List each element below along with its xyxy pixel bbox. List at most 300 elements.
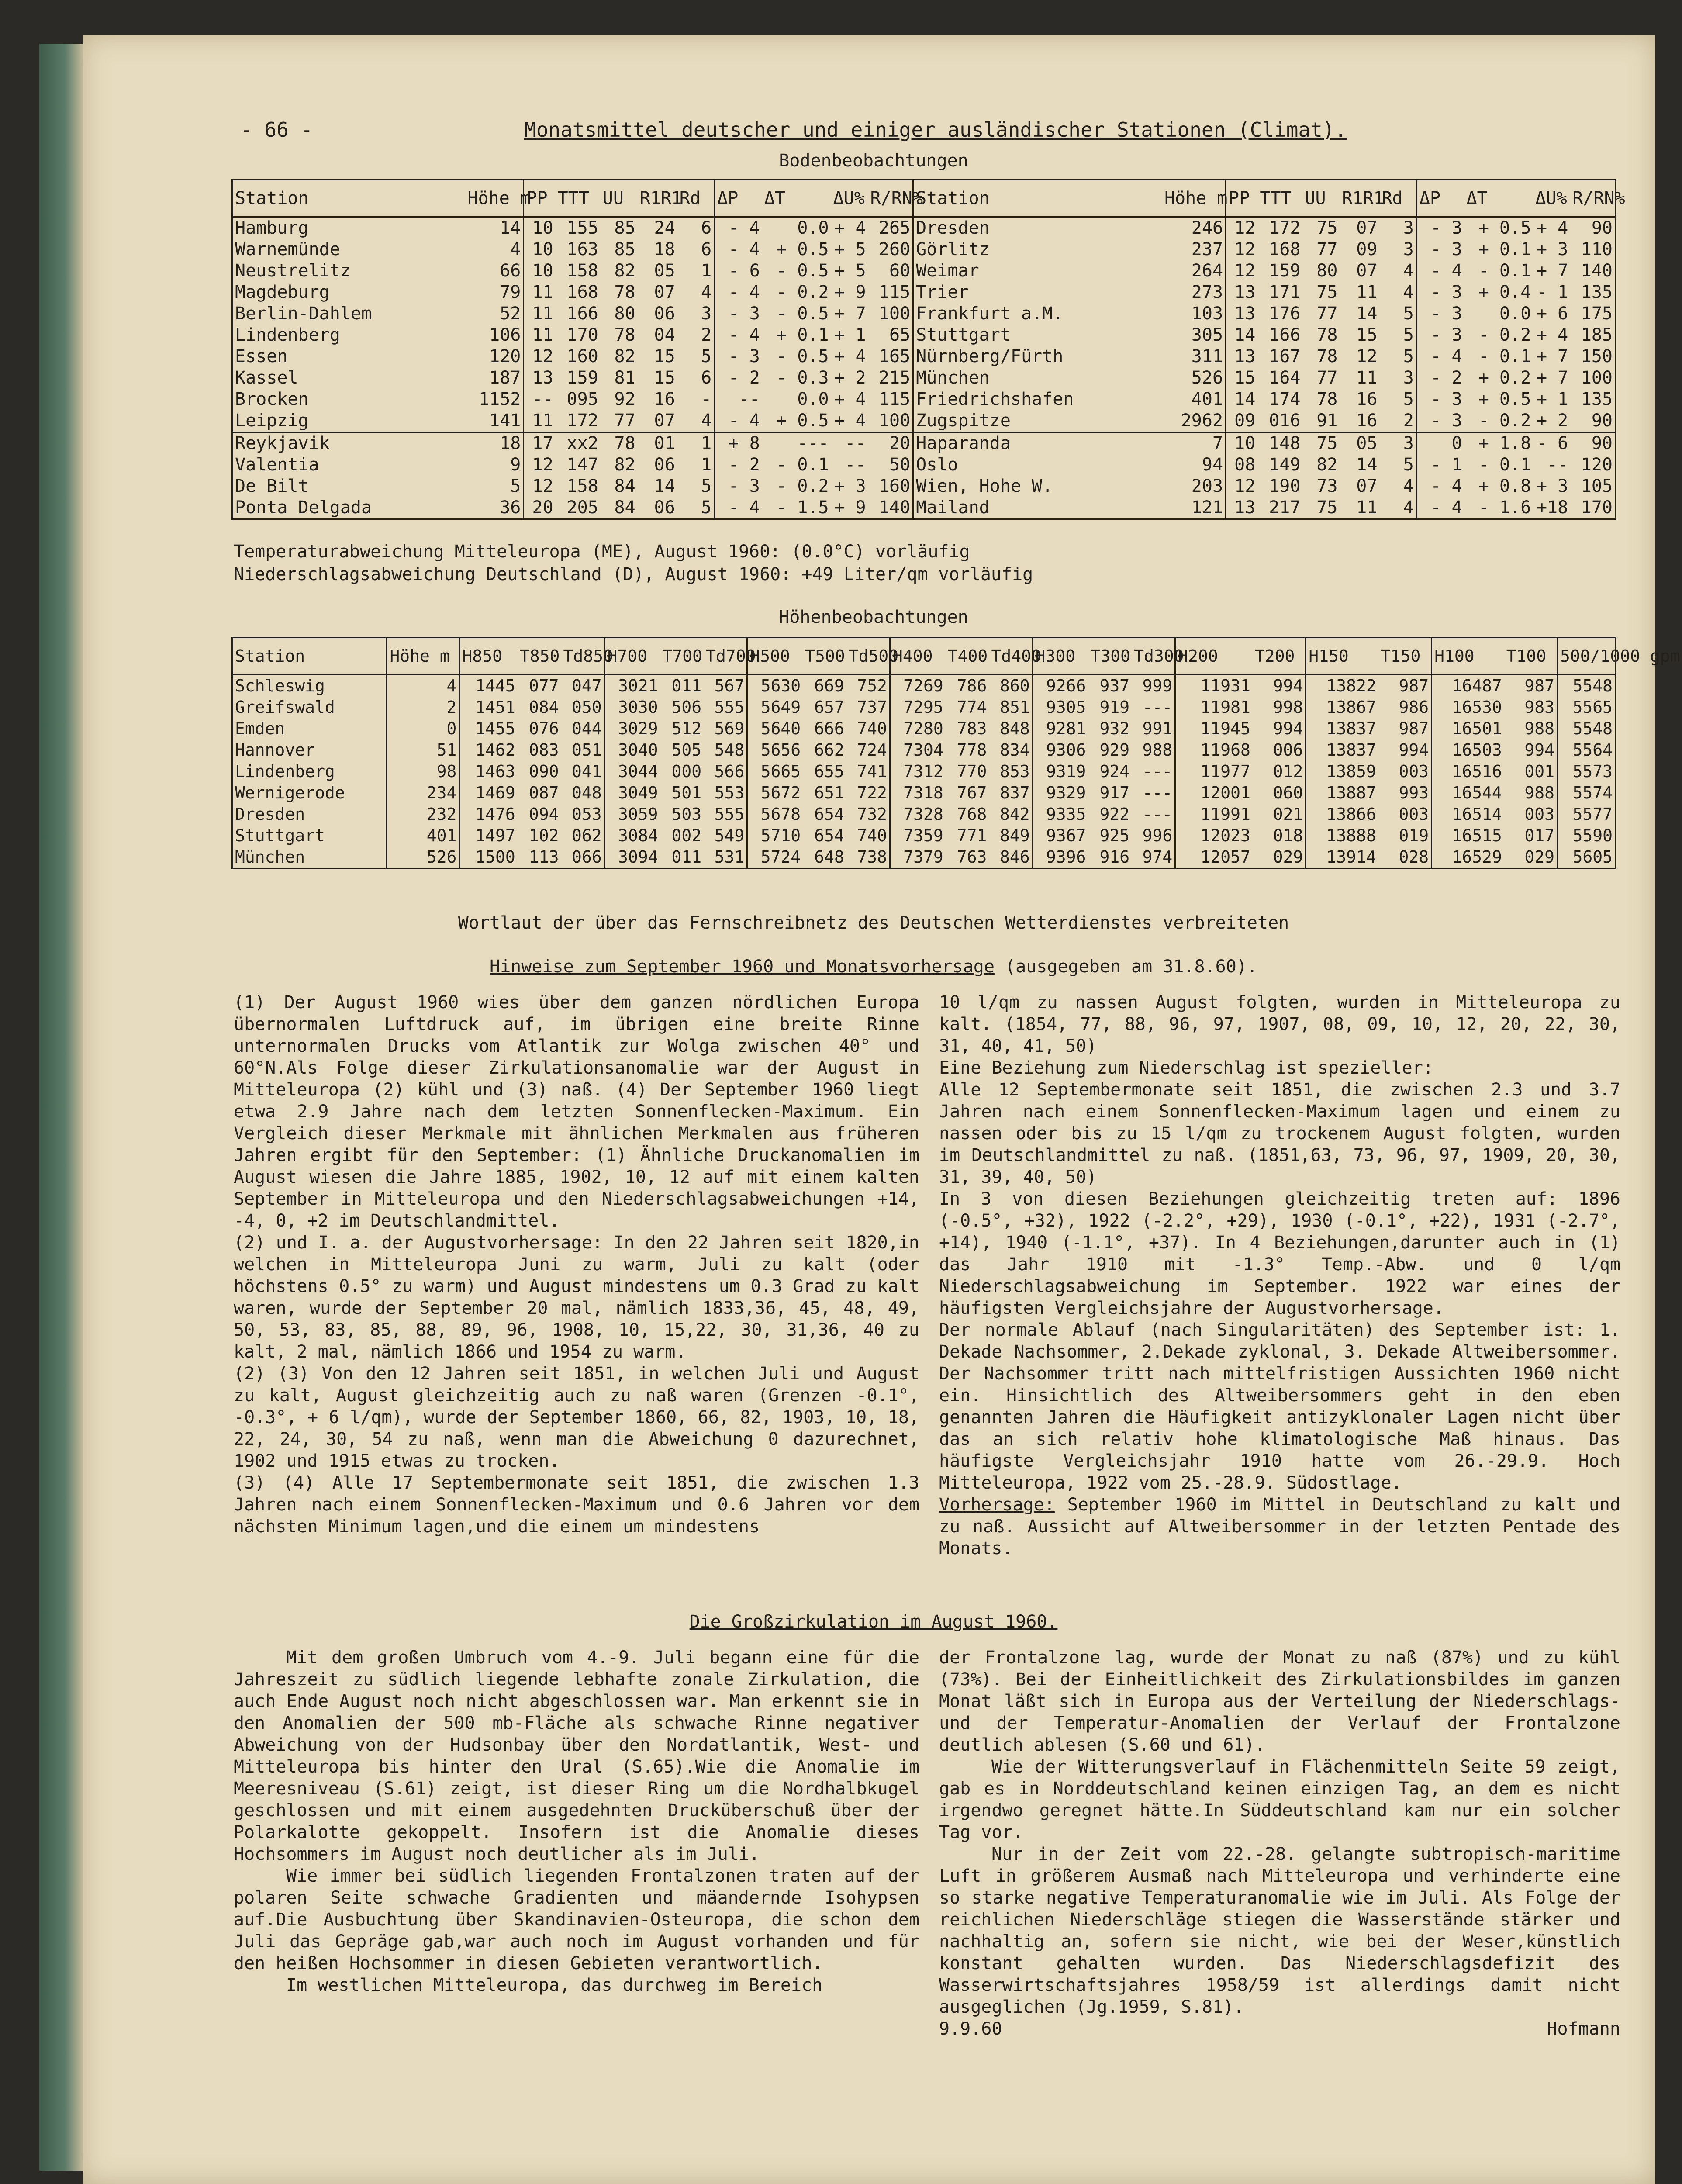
surface-value-cell: + 3	[834, 476, 866, 496]
upper-air-value-cell: 9367	[1033, 825, 1088, 847]
surface-value-cell: + 1	[1536, 389, 1568, 409]
surface-column-header: Station	[232, 180, 466, 217]
grosszirkulation-left-paragraph: Im westlichen Mitteleuropa, das durchweg im Bereich	[286, 1975, 823, 1995]
upper-air-table-row	[232, 697, 1616, 718]
upper-air-column-header: T300	[1088, 638, 1132, 675]
station-name-cell: Berlin-Dahlem	[235, 304, 372, 324]
surface-value-cell: - 0.2	[776, 282, 829, 302]
surface-value-cell: + 0.5	[776, 239, 829, 259]
upper-air-column-header: Station	[232, 638, 387, 675]
surface-value-cell: 147	[566, 455, 598, 475]
surface-value-cell: 5	[1403, 304, 1414, 324]
upper-air-column-header: T500	[803, 638, 846, 675]
hinweise-right-column	[939, 992, 1620, 1559]
upper-air-value-cell: 740	[857, 719, 887, 738]
upper-air-table-row	[232, 804, 1616, 825]
upper-air-value-cell: 569	[714, 719, 745, 738]
surface-value-cell: 6	[701, 239, 712, 259]
upper-air-column-header: H300	[1033, 638, 1088, 675]
surface-value-cell: 13	[1226, 282, 1258, 303]
upper-air-value-cell: 654	[814, 805, 844, 824]
surface-value-cell: 13	[524, 367, 556, 389]
surface-value-cell: 24	[654, 218, 675, 238]
surface-value-cell: 09	[1356, 239, 1378, 259]
surface-value-cell: 07	[654, 411, 675, 431]
surface-value-cell: + 0.1	[776, 325, 829, 345]
surface-value-cell: + 0.5	[1478, 389, 1531, 409]
surface-table-row	[232, 410, 1616, 432]
surface-value-cell: 159	[1269, 261, 1301, 281]
upper-air-value-cell: 555	[714, 805, 745, 824]
surface-value-cell: 6	[701, 218, 712, 238]
surface-value-cell: 174	[1269, 389, 1301, 409]
upper-air-value-cell: 3021	[604, 675, 660, 697]
upper-air-column-header: T700	[660, 638, 704, 675]
upper-air-value-cell: 1445	[459, 675, 518, 697]
upper-air-value-cell: 9396	[1033, 847, 1088, 869]
surface-value-cell: - 1	[1536, 282, 1568, 302]
upper-air-value-cell: 657	[814, 698, 844, 717]
hinweise-title: Hinweise zum September 1960 und Monatsvorhersage	[490, 957, 995, 977]
surface-value-cell: 73	[1316, 476, 1338, 496]
station-name-cell: Essen	[235, 346, 288, 366]
upper-air-column-header: H150	[1306, 638, 1378, 675]
upper-air-value-cell: 028	[1399, 847, 1429, 867]
station-name-cell: Friedrichshafen	[913, 389, 1162, 410]
surface-value-cell: 5	[701, 476, 712, 496]
surface-value-cell: 166	[1269, 325, 1301, 345]
upper-air-value-cell: 087	[528, 783, 559, 802]
upper-air-value-cell: 5573	[1558, 761, 1616, 782]
upper-air-value-cell: 917	[1099, 783, 1130, 802]
upper-air-value-cell: 16501	[1432, 718, 1504, 740]
surface-value-cell: 06	[654, 304, 675, 324]
surface-value-cell: 3	[1403, 239, 1414, 259]
upper-air-value-cell: 003	[1399, 805, 1429, 824]
surface-column-header: ΔP	[1416, 180, 1464, 217]
surface-value-cell: 13	[1226, 497, 1258, 519]
surface-value-cell: 12	[1226, 239, 1258, 260]
article-author: Hofmann	[1547, 2019, 1620, 2039]
grosszirkulation-right-paragraph: Wie der Witterungsverlauf in Flächenmitteln Seite 59 zeigt, gab es in Norddeutschland keinen einzigen Tag, an dem es nicht irgendwo geregnet hätte.In Süddeutschland kam nur ein solcher Tag vor.	[939, 1757, 1620, 1842]
surface-value-cell: 12	[1226, 476, 1258, 497]
upper-air-value-cell: 076	[528, 719, 559, 738]
surface-value-cell: + 4	[1536, 325, 1568, 345]
upper-air-value-cell: 5678	[747, 804, 803, 825]
upper-air-value-cell: 531	[714, 847, 745, 867]
grosszirkulation-right-paragraph: der Frontalzone lag, wurde der Monat zu naß (87%) und zu kühl (73%). Bei der Einheitlichkeit des Zirkulationsbildes im ganzen Monat läßt sich in Europa aus der Verteilung der Niederschlags- und der Temperatur-Anomalien der Verlauf der Frontalzone deutlich ablesen (S.60 und 61).	[939, 1648, 1620, 1755]
station-name-cell: Warnemünde	[235, 239, 340, 259]
surface-value-cell: 4	[510, 239, 521, 259]
hinweise-right-paragraph: 10 l/qm zu nassen August folgten, wurden in Mitteleuropa zu kalt. (1854, 77, 88, 96, 97, 1907, 08, 09, 10, 12, 20, 22, 30, 31, 40, 41, 50)	[939, 992, 1620, 1056]
upper-air-value-cell: 767	[957, 783, 987, 802]
upper-air-column-header: 500/1000 gpm	[1558, 638, 1616, 675]
precipitation-deviation-note: Niederschlagsabweichung Deutschland (D), August 1960: +49 Liter/qm vorläufig	[234, 564, 1033, 584]
upper-air-value-cell: 018	[1273, 826, 1303, 845]
surface-column-header: ΔU%	[1533, 180, 1570, 217]
surface-table-row	[232, 346, 1616, 367]
surface-value-cell: + 3	[1536, 239, 1568, 259]
surface-value-cell: 166	[566, 304, 598, 324]
upper-air-value-cell: 019	[1399, 826, 1429, 845]
upper-air-value-cell: 006	[1273, 740, 1303, 760]
surface-value-cell: + 0.8	[1478, 476, 1531, 496]
surface-value-cell: 11	[1356, 498, 1378, 518]
surface-value-cell: 90	[1591, 411, 1613, 431]
upper-air-value-cell: 051	[571, 740, 602, 760]
upper-air-value-cell: 1469	[459, 782, 518, 804]
station-name-cell: Lindenberg	[235, 325, 340, 345]
surface-value-cell: 167	[1269, 346, 1301, 366]
surface-value-cell: 5	[1403, 325, 1414, 345]
upper-air-value-cell: 738	[857, 847, 887, 867]
upper-air-value-cell: 16530	[1432, 697, 1504, 718]
upper-air-value-cell: ---	[1142, 783, 1173, 802]
surface-value-cell: - 3	[1416, 325, 1464, 346]
surface-value-cell: + 7	[1536, 368, 1568, 388]
surface-value-cell: 5	[510, 476, 521, 496]
upper-air-value-cell: 12057	[1175, 847, 1253, 869]
upper-air-value-cell: 654	[814, 826, 844, 845]
surface-table-row	[232, 389, 1616, 410]
upper-air-value-cell: 853	[999, 762, 1030, 781]
upper-air-value-cell: 3044	[604, 761, 660, 782]
surface-table-row	[232, 303, 1616, 325]
surface-value-cell: 15	[1226, 367, 1258, 389]
upper-air-value-cell: 1463	[459, 761, 518, 782]
surface-value-cell: 3	[1403, 368, 1414, 388]
surface-value-cell: 3	[701, 304, 712, 324]
upper-air-value-cell: 566	[714, 762, 745, 781]
surface-value-cell: + 5	[834, 239, 866, 259]
surface-value-cell: - 0.2	[1478, 411, 1531, 431]
surface-value-cell: 2	[701, 325, 712, 345]
upper-air-value-cell: 16544	[1432, 782, 1504, 804]
surface-value-cell: 0.0	[1499, 304, 1531, 324]
surface-value-cell: + 7	[1536, 261, 1568, 281]
surface-value-cell: + 0.4	[1478, 282, 1531, 302]
surface-value-cell: 82	[614, 346, 635, 366]
upper-air-value-cell: 662	[814, 740, 844, 760]
surface-column-header: Rd	[1379, 180, 1416, 217]
station-name-cell: München	[235, 847, 305, 867]
surface-column-header: R/RN%	[868, 180, 913, 217]
upper-air-value-cell: 553	[714, 783, 745, 802]
surface-value-cell: 05	[654, 261, 675, 281]
grosszirkulation-left-paragraph: Mit dem großen Umbruch vom 4.-9. Juli begann eine für die Jahreszeit zu südlich liegende lebhafte zonale Zirkulation, die auch Ende August noch nicht abgeschlossen war. Man erkennt sie in den Anomalien der 500 mb-Fläche als schwache Rinne negativer Abweichung von der Hudsonbay über den Nordatlantik, West- und Mitteleuropa bis hinter den Ural (S.65).Wie die Anomalie im Meeresniveau (S.61) zeigt, ist dieser Ring um die Nordhalbkugel geschlossen und mit einem ausgedehnten Drucküberschuß über der Polarkalotte gekoppelt. Insofern ist die Anomalie dieses Hochsommers im August noch deutlicher als im Juli.	[234, 1648, 919, 1864]
upper-air-value-cell: 090	[528, 762, 559, 781]
grosszirkulation-title: Die Großzirkulation im August 1960.	[689, 1612, 1058, 1632]
surface-value-cell: 163	[566, 239, 598, 259]
surface-value-cell: 10	[524, 239, 556, 260]
surface-value-cell: 14	[1226, 389, 1258, 410]
upper-air-value-cell: 16515	[1432, 825, 1504, 847]
surface-value-cell: 110	[1581, 239, 1613, 259]
surface-value-cell: 06	[654, 455, 675, 475]
station-name-cell: Leipzig	[235, 411, 309, 431]
upper-air-value-cell: 842	[999, 805, 1030, 824]
surface-value-cell: - 0.1	[1478, 261, 1531, 281]
surface-value-cell: + 0.5	[1478, 218, 1531, 238]
upper-air-value-cell: 848	[999, 719, 1030, 738]
surface-value-cell: - 0.5	[776, 346, 829, 366]
upper-air-value-cell: 1462	[459, 740, 518, 761]
surface-value-cell: 5	[1403, 389, 1414, 409]
upper-air-value-cell: 029	[1273, 847, 1303, 867]
upper-air-value-cell: 786	[957, 676, 987, 695]
surface-value-cell: 115	[878, 389, 911, 409]
upper-air-value-cell: 3029	[604, 718, 660, 740]
upper-air-value-cell: 526	[387, 847, 459, 869]
upper-air-value-cell: 994	[1524, 740, 1554, 760]
surface-value-cell: 1152	[479, 389, 521, 409]
surface-value-cell: 79	[500, 282, 521, 302]
hinweise-title-line	[127, 957, 1620, 977]
upper-air-value-cell: 669	[814, 676, 844, 695]
surface-value-cell: 165	[878, 346, 911, 366]
upper-air-value-cell: 9281	[1033, 718, 1088, 740]
upper-air-value-cell: 012	[1273, 762, 1303, 781]
surface-value-cell: 215	[878, 368, 911, 388]
upper-air-column-header: T200	[1253, 638, 1306, 675]
surface-value-cell: 160	[878, 476, 911, 496]
upper-air-value-cell: 7328	[890, 804, 945, 825]
surface-value-cell: 1	[701, 433, 712, 453]
surface-value-cell: 141	[489, 411, 521, 431]
upper-air-value-cell: 994	[1273, 719, 1303, 738]
upper-air-value-cell: 13887	[1306, 782, 1378, 804]
surface-value-cell: + 3	[1536, 476, 1568, 496]
upper-air-column-header: Td300	[1132, 638, 1175, 675]
upper-air-value-cell: 9305	[1033, 697, 1088, 718]
surface-value-cell: 90	[1591, 218, 1613, 238]
surface-value-cell: 06	[654, 498, 675, 518]
upper-air-value-cell: 567	[714, 676, 745, 695]
upper-air-value-cell: 3040	[604, 740, 660, 761]
surface-value-cell: + 2	[1536, 411, 1568, 431]
surface-value-cell: 100	[878, 411, 911, 431]
surface-value-cell: + 4	[834, 389, 866, 409]
surface-value-cell: 172	[566, 411, 598, 431]
surface-value-cell: 75	[1316, 498, 1338, 518]
station-name-cell: Stuttgart	[913, 325, 1162, 346]
upper-air-table-row	[232, 718, 1616, 740]
upper-air-value-cell: 666	[814, 719, 844, 738]
surface-value-cell: + 1.8	[1478, 433, 1531, 453]
upper-air-value-cell: 13866	[1306, 804, 1378, 825]
upper-air-value-cell: 0	[387, 718, 459, 740]
upper-air-table-row	[232, 825, 1616, 847]
surface-value-cell: 140	[1581, 261, 1613, 281]
surface-value-cell: 095	[566, 389, 598, 409]
surface-value-cell: 7	[1212, 433, 1223, 453]
upper-air-value-cell: 925	[1099, 826, 1130, 845]
upper-air-column-header: H100	[1432, 638, 1504, 675]
upper-air-value-cell: 993	[1399, 783, 1429, 802]
upper-air-value-cell: 506	[671, 698, 702, 717]
upper-air-value-cell: 737	[857, 698, 887, 717]
surface-value-cell: 66	[500, 261, 521, 281]
forecast-text: September 1960 im Mittel in Deutschland zu kalt und zu naß. Aussicht auf Altweibersommer in der letzten Pentade des Monats.	[939, 1495, 1620, 1559]
surface-value-cell: -	[701, 389, 712, 409]
surface-header-row	[232, 180, 1616, 217]
surface-value-cell: - 3	[715, 303, 762, 325]
upper-air-value-cell: 778	[957, 740, 987, 760]
surface-column-header: ΔT	[1464, 180, 1533, 217]
surface-value-cell: - 3	[1416, 217, 1464, 239]
surface-value-cell: 15	[654, 346, 675, 366]
surface-value-cell: 0	[1416, 432, 1464, 455]
surface-value-cell: 82	[614, 261, 635, 281]
upper-air-value-cell: 16487	[1432, 675, 1504, 697]
surface-value-cell: 11	[524, 282, 556, 303]
upper-air-value-cell: 724	[857, 740, 887, 760]
surface-value-cell: - 3	[1416, 303, 1464, 325]
upper-air-value-cell: 11977	[1175, 761, 1253, 782]
surface-value-cell: - 0.2	[776, 476, 829, 496]
upper-air-value-cell: 834	[999, 740, 1030, 760]
page-header	[240, 118, 1677, 144]
upper-air-column-header: H400	[890, 638, 945, 675]
upper-air-value-cell: 768	[957, 805, 987, 824]
surface-column-header: Höhe m	[465, 180, 523, 217]
surface-value-cell: 100	[1581, 368, 1613, 388]
surface-value-cell: --	[845, 433, 866, 453]
station-name-cell: Haparanda	[913, 432, 1162, 455]
surface-value-cell: 09	[1226, 410, 1258, 432]
page-title: Monatsmittel deutscher und einiger ausländischer Stationen (Climat).	[524, 118, 1347, 142]
surface-value-cell: 106	[489, 325, 521, 345]
surface-value-cell: - 4	[715, 239, 762, 260]
hinweise-right-paragraph: Eine Beziehung zum Niederschlag ist spezieller:	[939, 1058, 1433, 1078]
surface-value-cell: 12	[524, 346, 556, 367]
surface-value-cell: 160	[566, 346, 598, 366]
surface-value-cell: 170	[1581, 498, 1613, 518]
station-name-cell: Ponta Delgada	[235, 498, 372, 518]
surface-value-cell: + 7	[1536, 346, 1568, 366]
surface-column-header: R/RN%	[1570, 180, 1615, 217]
surface-heading: Bodenbeobachtungen	[779, 151, 968, 171]
surface-value-cell: 5	[1403, 455, 1414, 475]
surface-value-cell: + 0.1	[1478, 239, 1531, 259]
surface-value-cell: 1	[701, 455, 712, 475]
surface-value-cell: 105	[1581, 476, 1613, 496]
surface-value-cell: - 6	[1536, 433, 1568, 453]
upper-air-value-cell: 2	[387, 697, 459, 718]
surface-value-cell: 168	[566, 282, 598, 302]
surface-value-cell: - 3	[1416, 282, 1464, 303]
upper-air-value-cell: 994	[1399, 740, 1429, 760]
upper-air-value-cell: 3084	[604, 825, 660, 847]
surface-value-cell: 20	[889, 433, 911, 453]
upper-air-value-cell: 113	[528, 847, 559, 867]
upper-air-heading: Höhenbeobachtungen	[779, 607, 968, 627]
upper-air-value-cell: ---	[1142, 762, 1173, 781]
surface-value-cell: 135	[1581, 282, 1613, 302]
surface-column-header: ΔU%	[831, 180, 868, 217]
surface-value-cell: 12	[524, 476, 556, 497]
upper-air-value-cell: 12023	[1175, 825, 1253, 847]
station-name-cell: Wernigerode	[235, 783, 345, 802]
surface-value-cell: 148	[1269, 433, 1301, 453]
surface-value-cell: 11	[1356, 368, 1378, 388]
upper-air-value-cell: 13837	[1306, 718, 1378, 740]
surface-value-cell: 171	[1269, 282, 1301, 302]
surface-value-cell: 172	[1269, 218, 1301, 238]
surface-value-cell: 3	[1403, 433, 1414, 453]
surface-value-cell: --	[1547, 455, 1568, 475]
surface-value-cell: 305	[1191, 325, 1223, 345]
surface-observations-table	[231, 179, 1625, 520]
upper-air-value-cell: 9319	[1033, 761, 1088, 782]
surface-column-header: TTT	[1257, 180, 1302, 217]
surface-value-cell: - 0.1	[776, 455, 829, 475]
upper-air-value-cell: 741	[857, 762, 887, 781]
surface-value-cell: 164	[1269, 368, 1301, 388]
surface-value-cell: 18	[500, 433, 521, 453]
upper-air-value-cell: 003	[1524, 805, 1554, 824]
surface-value-cell: + 9	[834, 282, 866, 302]
hinweise-left-paragraph: (1) Der August 1960 wies über dem ganzen nördlichen Europa übernormalen Luftdruck auf, im übrigen eine breite Rinne unternormalen Drucks vom Atlantik zur Wolga zwischen 40° und 60°N.Als Folge dieser Zirkulationsanomalie war der August in Mitteleuropa (2) kühl und (3) naß. (4) Der September 1960 liegt etwa 2.9 Jahre nach dem letzten Sonnenflecken-Maximum. Ein Vergleich dieser Merkmale mit ähnlichen Merkmalen aus früheren Jahren ergibt für den September: (1) Ähnliche Druckanomalien im August wiesen die Jahre 1885, 1902, 10, 12 auf mit einem kalten September in Mitteleuropa und den Niederschlagsabweichungen +14, -4, 0, +2 im Deutschlandmittel.	[234, 992, 919, 1231]
surface-column-header: ΔP	[715, 180, 762, 217]
upper-air-value-cell: 916	[1099, 847, 1130, 867]
upper-air-value-cell: 011	[671, 847, 702, 867]
upper-air-table-row	[232, 782, 1616, 804]
upper-air-header-row	[232, 638, 1616, 675]
surface-value-cell: 85	[614, 239, 635, 259]
station-name-cell: Frankfurt a.M.	[913, 303, 1162, 325]
surface-value-cell: 17	[524, 432, 556, 455]
upper-air-table-row	[232, 847, 1616, 869]
surface-value-cell: - 0.1	[1478, 346, 1531, 366]
article-date: 9.9.60	[939, 2019, 1002, 2039]
surface-value-cell: 5	[701, 346, 712, 366]
grosszirkulation-left-paragraph: Wie immer bei südlich liegenden Frontalzonen traten auf der polaren Seite schwache Gradienten und mäandernde Isohypsen auf.Die Ausbuchtung über Skandinavien-Osteuropa, die schon dem Juli das Gepräge gab,war auch noch im August vorhanden und für den heißen Hochsommer in diesen Gebieten verantwortlich.	[234, 1866, 919, 1973]
surface-value-cell: - 0.2	[1478, 325, 1531, 345]
surface-value-cell: 103	[1191, 304, 1223, 324]
surface-value-cell: 75	[1316, 282, 1338, 302]
surface-table-row	[232, 432, 1616, 455]
surface-value-cell: + 4	[834, 411, 866, 431]
upper-air-value-cell: 7269	[890, 675, 945, 697]
forecast-paragraph	[939, 1494, 1620, 1559]
upper-air-column-header: H500	[747, 638, 803, 675]
surface-value-cell: 14	[1226, 325, 1258, 346]
surface-value-cell: + 0.2	[1478, 368, 1531, 388]
station-name-cell: Lindenberg	[235, 762, 335, 781]
station-name-cell: Emden	[235, 719, 285, 738]
upper-air-value-cell: 12001	[1175, 782, 1253, 804]
surface-value-cell: ---	[797, 433, 829, 453]
upper-air-value-cell: 094	[528, 805, 559, 824]
surface-value-cell: 155	[566, 218, 598, 238]
surface-table-row	[232, 476, 1616, 497]
surface-value-cell: 84	[614, 498, 635, 518]
upper-air-value-cell: 3049	[604, 782, 660, 804]
station-name-cell: Wien, Hohe W.	[913, 476, 1162, 497]
surface-value-cell: + 8	[715, 432, 762, 455]
upper-air-value-cell: 51	[387, 740, 459, 761]
surface-value-cell: 77	[1316, 239, 1338, 259]
upper-air-value-cell: 3059	[604, 804, 660, 825]
surface-value-cell: - 1.6	[1478, 498, 1531, 518]
surface-value-cell: 401	[1191, 389, 1223, 409]
surface-value-cell: 6	[701, 368, 712, 388]
upper-air-value-cell: 929	[1099, 740, 1130, 760]
upper-air-value-cell: 5548	[1558, 718, 1616, 740]
upper-air-value-cell: 5574	[1558, 782, 1616, 804]
station-name-cell: Schleswig	[235, 676, 325, 695]
